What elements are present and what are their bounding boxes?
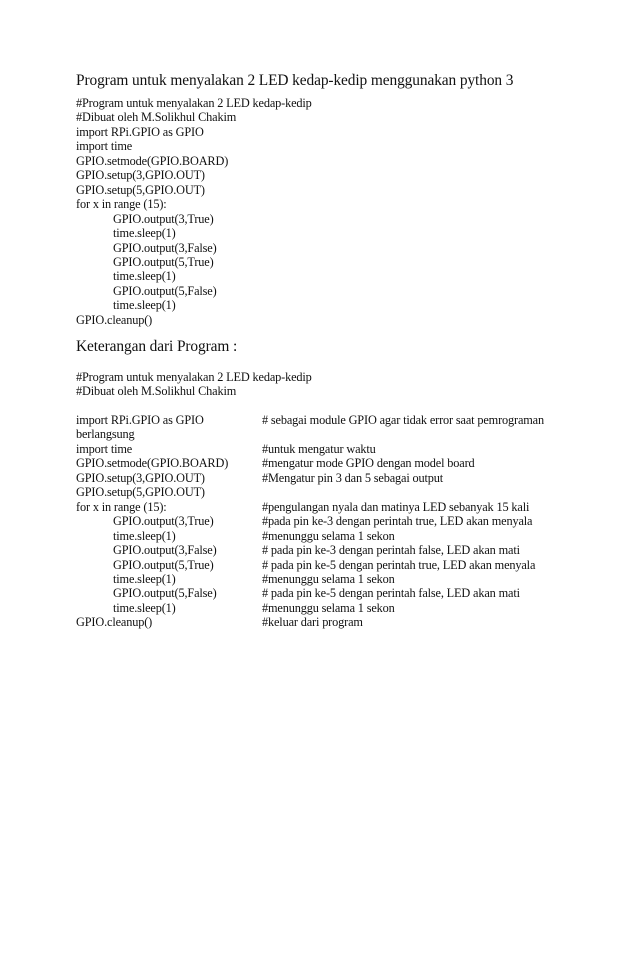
code-line: GPIO.setup(3,GPIO.OUT) [76, 168, 205, 183]
code-line: import time [76, 139, 133, 154]
explanation-header-line: #Dibuat oleh M.Solikhul Chakim [76, 384, 237, 399]
code-line: GPIO.setmode(GPIO.BOARD) [76, 153, 229, 168]
explanation-code-line: GPIO.cleanup() [76, 615, 153, 630]
code-line: #Dibuat oleh M.Solikhul Chakim [76, 110, 237, 125]
explanation-comment: #menunggu selama 1 sekon [262, 528, 395, 543]
explanation-comment: # pada pin ke-3 dengan perintah false, LED akan mati [262, 543, 520, 558]
code-line: time.sleep(1) [113, 298, 176, 313]
program-title: Program untuk menyalakan 2 LED kedap-kedip menggunakan python 3 [76, 72, 514, 89]
explanation-comment: #Mengatur pin 3 dan 5 sebagai output [262, 470, 444, 485]
code-line: GPIO.output(3,True) [113, 211, 214, 226]
explanation-code-line: GPIO.setup(5,GPIO.OUT) [76, 485, 205, 500]
explanation-code-line: for x in range (15): [76, 499, 167, 514]
explanation-comment: # pada pin ke-5 dengan perintah false, LED akan mati [262, 586, 520, 601]
code-line: GPIO.setup(5,GPIO.OUT) [76, 182, 205, 197]
explanation-comment: #keluar dari program [262, 615, 363, 630]
explanation-code-line: time.sleep(1) [113, 571, 176, 586]
code-line: time.sleep(1) [113, 269, 176, 284]
explanation-comment: # sebagai module GPIO agar tidak error saat pemrograman [262, 413, 544, 427]
explanation-code-line: import time [76, 441, 133, 456]
explanation-code-line: GPIO.setmode(GPIO.BOARD) [76, 456, 229, 471]
code-line: time.sleep(1) [113, 226, 176, 241]
explanation-code-line: GPIO.output(5,True) [113, 557, 214, 572]
code-line: import RPi.GPIO as GPIO [76, 124, 204, 139]
explanation-comment: #pada pin ke-3 dengan perintah true, LED akan menyala [262, 514, 533, 529]
code-line: GPIO.output(5,False) [113, 283, 217, 298]
explanation-comment: #untuk mengatur waktu [262, 441, 376, 456]
code-line: GPIO.output(3,False) [113, 240, 217, 255]
code-line: #Program untuk menyalakan 2 LED kedap-kedip [76, 96, 312, 110]
explanation-code-line: berlangsung [76, 427, 135, 442]
explanation-comment: # pada pin ke-5 dengan perintah true, LED akan menyala [262, 557, 536, 572]
explanation-comment: #menunggu selama 1 sekon [262, 600, 395, 615]
code-line: for x in range (15): [76, 197, 167, 212]
explanation-comment: #mengatur mode GPIO dengan model board [262, 456, 475, 471]
explanation-code-line: GPIO.output(3,False) [113, 543, 217, 558]
code-line: GPIO.output(5,True) [113, 254, 214, 269]
explanation-comment: #pengulangan nyala dan matinya LED sebanyak 15 kali [262, 499, 530, 514]
explanation-code-line: GPIO.setup(3,GPIO.OUT) [76, 470, 205, 485]
explanation-code-line: time.sleep(1) [113, 528, 176, 543]
code-line: GPIO.cleanup() [76, 312, 153, 327]
explanation-title: Keterangan dari Program : [76, 338, 238, 355]
explanation-code-line: GPIO.output(5,False) [113, 586, 217, 601]
explanation-header-line: #Program untuk menyalakan 2 LED kedap-kedip [76, 370, 312, 384]
explanation-comment: #menunggu selama 1 sekon [262, 571, 395, 586]
explanation-code-line: time.sleep(1) [113, 600, 176, 615]
explanation-code-line: GPIO.output(3,True) [113, 514, 214, 529]
explanation-code-line: import RPi.GPIO as GPIO [76, 413, 204, 427]
